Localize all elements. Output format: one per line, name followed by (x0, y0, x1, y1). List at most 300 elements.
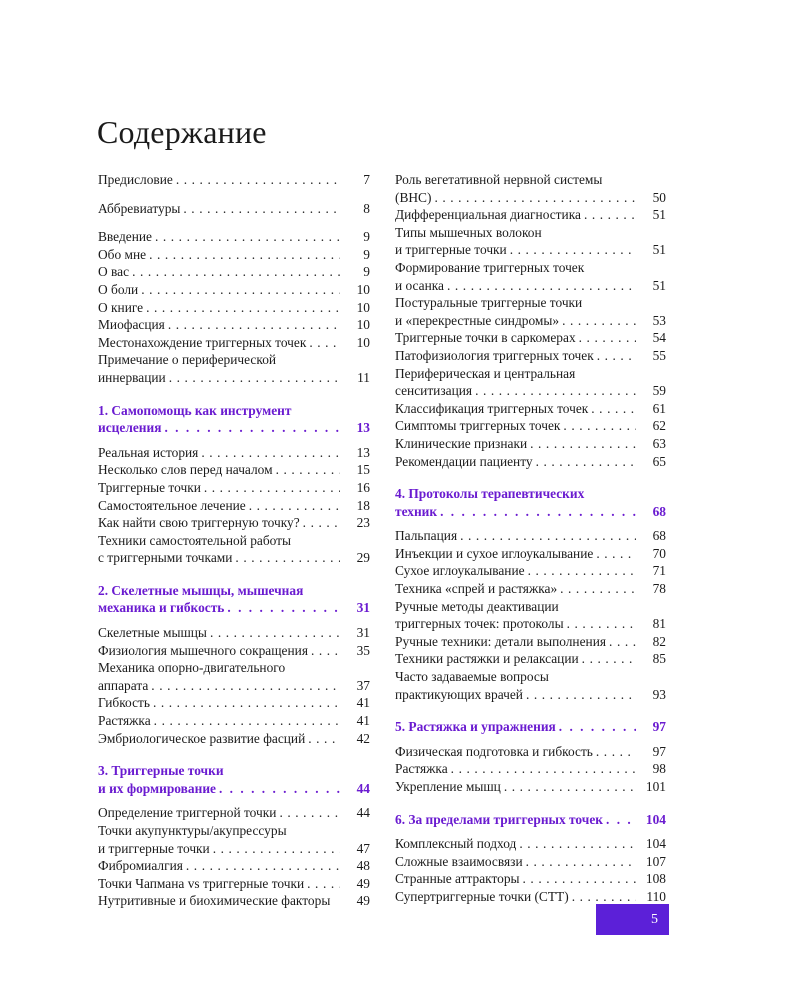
toc-entry-title: 5. Растяжка и упражнения (395, 719, 556, 735)
toc-leader-dots (176, 171, 340, 189)
toc-entry (98, 461, 370, 479)
toc-entry-title: Как найти свою триггерную точку? (98, 515, 300, 531)
toc-entry (98, 822, 370, 857)
toc-page-number: 110 (646, 888, 666, 904)
toc-entry (98, 200, 370, 218)
toc-entry-title: Местонахождение триггерных точек (98, 334, 307, 350)
toc-entry-title: О книге (98, 299, 144, 315)
toc-line (98, 281, 370, 299)
toc-entry (395, 527, 666, 545)
toc-leader-dots (440, 503, 636, 521)
toc-line (98, 497, 370, 515)
toc-entry-title: практикующих врачей (395, 686, 523, 702)
toc-entry (395, 668, 666, 703)
toc-line (98, 419, 370, 437)
toc-entry-title: Дифференциальная диагностика (395, 207, 581, 223)
toc-entry-title: Периферическая и центральная (395, 365, 576, 381)
toc-entry-title: и «перекрестные синдромы» (395, 312, 560, 328)
toc-leader-dots (311, 642, 340, 660)
toc-page-number: 51 (652, 207, 666, 223)
toc-page-number: 9 (363, 246, 370, 262)
toc-entry-title: механика и гибкость (98, 600, 225, 616)
toc-leader-dots (596, 743, 636, 761)
toc-entry-title: Реальная история (98, 444, 199, 460)
toc-entry-title: Укрепление мышц (395, 779, 501, 794)
toc-entry (395, 835, 666, 853)
toc-line (395, 598, 666, 616)
toc-leader-dots (154, 712, 340, 730)
toc-leader-dots (530, 435, 636, 453)
toc-entry-title: Физиология мышечного сокращения (98, 642, 308, 658)
toc-line (98, 804, 370, 822)
toc-page-number: 41 (356, 713, 370, 729)
toc-line (98, 780, 370, 798)
toc-chapter (395, 485, 666, 520)
toc-entry-title: Классификация триггерных точек (395, 400, 589, 416)
toc-leader-dots (303, 514, 340, 532)
toc-leader-dots (567, 615, 636, 633)
toc-line (395, 718, 666, 736)
toc-page-number: 68 (652, 528, 666, 544)
toc-page-number: 7 (363, 172, 370, 187)
toc-entry (395, 853, 666, 871)
toc-page-number: 104 (645, 836, 666, 852)
toc-page-number: 51 (652, 277, 666, 293)
toc-line (98, 582, 370, 600)
toc-entry (395, 778, 666, 796)
toc-entry (98, 514, 370, 532)
toc-entry (98, 228, 370, 246)
toc-entry-title: Супертриггерные точки (СТТ) (395, 888, 569, 904)
toc-line (395, 206, 666, 224)
toc-entry-title: Инъекции и сухое иглоукалывание (395, 545, 594, 561)
toc-line (98, 659, 370, 677)
toc-entry-title: 2. Скелетные мышцы, мышечная (98, 582, 304, 598)
toc-entry (395, 650, 666, 668)
toc-entry-title: Примечание о периферической (98, 352, 277, 368)
toc-leader-dots (559, 718, 636, 736)
toc-page-number: 49 (356, 875, 370, 891)
toc-leader-dots (249, 497, 340, 515)
toc-leader-dots (149, 246, 340, 264)
toc-entry-title: с триггерными точками (98, 550, 233, 566)
toc-page-number: 70 (652, 545, 666, 561)
toc-leader-dots (186, 857, 340, 875)
toc-entry-title: Техники растяжки и релаксации (395, 651, 579, 667)
toc-page-number: 16 (356, 479, 370, 495)
toc-line (98, 599, 370, 617)
toc-entry (98, 246, 370, 264)
toc-entry-title: Эмбриологическое развитие фасций (98, 730, 306, 746)
toc-page-number: 53 (652, 312, 666, 328)
toc-entry-title: Комплексный подход (395, 836, 517, 852)
toc-page-number: 50 (652, 189, 666, 205)
toc-page-number: 10 (356, 281, 370, 297)
toc-line (395, 241, 666, 259)
toc-page-number: 31 (356, 600, 370, 616)
toc-line (98, 712, 370, 730)
page-number-badge: 5 (596, 904, 669, 935)
toc-leader-dots (606, 811, 636, 829)
toc-line (395, 811, 666, 829)
toc-line (98, 730, 370, 748)
toc-entry-title: Физическая подготовка и гибкость (395, 743, 593, 759)
toc-leader-dots (596, 545, 636, 563)
toc-leader-dots (579, 329, 636, 347)
toc-leader-dots (447, 277, 636, 295)
toc-line (395, 485, 666, 503)
toc-leader-dots (132, 263, 340, 281)
toc-leader-dots (151, 677, 340, 695)
toc-entry-title: Нутритивные и биохимические факторы (98, 893, 331, 909)
toc-entry-title: Миофасция (98, 317, 165, 333)
toc-page-number: 59 (652, 383, 666, 399)
toc-line (98, 200, 370, 218)
toc-entry-title: 6. За пределами триггерных точек (395, 811, 603, 827)
toc-entry-title: Предисловие (98, 172, 173, 187)
toc-line (395, 562, 666, 580)
toc-entry (98, 804, 370, 822)
toc-entry (395, 633, 666, 651)
toc-entry-title: Техника «спрей и растяжка» (395, 581, 558, 597)
toc-line (98, 402, 370, 420)
toc-chapter (395, 718, 666, 736)
toc-chapter (98, 402, 370, 437)
toc-entry-title: Пальпация (395, 528, 458, 544)
toc-page-number: 10 (356, 334, 370, 350)
toc-entry-title: Аббревиатуры (98, 200, 181, 216)
toc-entry-title: 1. Самопомощь как инструмент (98, 402, 292, 418)
toc-entry-title: Механика опорно-двигательного (98, 660, 286, 676)
toc-line (395, 870, 666, 888)
toc-page-number: 54 (652, 330, 666, 346)
toc-entry-title: Типы мышечных волокон (395, 224, 542, 240)
toc-entry (395, 453, 666, 471)
toc-entry-title: Клинические признаки (395, 435, 528, 451)
toc-leader-dots (308, 730, 340, 748)
toc-entry (395, 329, 666, 347)
toc-entry (98, 857, 370, 875)
toc-entry (395, 870, 666, 888)
toc-page-number: 63 (652, 435, 666, 451)
toc-entry-title: и осанка (395, 277, 445, 293)
toc-entry-title: Самостоятельное лечение (98, 497, 246, 513)
toc-page-number: 82 (652, 633, 666, 649)
toc-entry-title: техник (395, 503, 438, 519)
toc-line (395, 347, 666, 365)
toc-entry-title: О боли (98, 281, 139, 297)
toc-chapter (395, 811, 666, 829)
toc-entry (98, 479, 370, 497)
toc-line (395, 853, 666, 871)
toc-entry (98, 334, 370, 352)
toc-entry-title: Определение триггерной точки (98, 805, 277, 821)
toc-entry-title: Техники самостоятельной работы (98, 532, 292, 548)
toc-entry-title: (ВНС) (395, 189, 432, 205)
toc-line (98, 677, 370, 695)
toc-page-number: 35 (356, 642, 370, 658)
toc-line (98, 444, 370, 462)
toc-entry (395, 580, 666, 598)
toc-entry-title: Обо мне (98, 246, 147, 262)
toc-line (395, 633, 666, 651)
toc-line (395, 189, 666, 207)
toc-leader-dots (504, 778, 636, 796)
toc-leader-dots (582, 650, 636, 668)
toc-entry-title: Симптомы триггерных точек (395, 418, 561, 434)
toc-leader-dots (597, 347, 636, 365)
toc-leader-dots (183, 200, 340, 218)
toc-entry (98, 497, 370, 515)
toc-leader-dots (141, 281, 340, 299)
toc-line (98, 228, 370, 246)
toc-line (395, 760, 666, 778)
toc-entry (395, 598, 666, 633)
toc-leader-dots (235, 549, 340, 567)
toc-page-number: 11 (357, 369, 370, 385)
toc-entry-title: Триггерные точки в саркомерах (395, 330, 576, 346)
toc-entry-title: О вас (98, 264, 130, 280)
toc-leader-dots (526, 853, 636, 871)
toc-page-number: 93 (652, 686, 666, 702)
toc-line (395, 743, 666, 761)
toc-entry (98, 694, 370, 712)
toc-leader-dots (201, 444, 340, 462)
toc-entry-title: Точки Чапмана vs триггерные точки (98, 875, 305, 891)
toc-leader-dots (510, 241, 636, 259)
toc-line (98, 694, 370, 712)
toc-leader-dots (536, 453, 636, 471)
toc-page-number: 97 (652, 719, 666, 735)
toc-line (98, 762, 370, 780)
toc-line (98, 351, 370, 369)
toc-page-number: 44 (356, 780, 370, 796)
toc-line (395, 888, 666, 906)
toc-entry-title: иннервации (98, 369, 166, 385)
toc-leader-dots (523, 870, 636, 888)
toc-entry-title: Часто задаваемые вопросы (395, 669, 549, 685)
toc-page-number: 31 (356, 625, 370, 641)
toc-page-number: 18 (356, 497, 370, 513)
toc-page-number: 85 (652, 651, 666, 667)
toc-page-number: 71 (652, 563, 666, 579)
toc-line (395, 778, 666, 796)
toc-leader-dots (572, 888, 636, 906)
toc-line (395, 580, 666, 598)
toc-line (98, 299, 370, 317)
toc-line (98, 549, 370, 567)
toc-entry-title: Ручные методы деактивации (395, 598, 559, 614)
toc-leader-dots (309, 334, 340, 352)
toc-page-number: 10 (356, 317, 370, 333)
toc-entry (395, 347, 666, 365)
toc-page-number: 104 (645, 811, 666, 827)
toc-line (98, 514, 370, 532)
toc-page-number: 68 (652, 503, 666, 519)
toc-page-number: 55 (652, 347, 666, 363)
toc-entry-title: Триггерные точки (98, 479, 201, 495)
toc-entry-title: 3. Триггерные точки (98, 763, 224, 779)
toc-entry-title: и их формирование (98, 780, 216, 796)
toc-entry (395, 888, 666, 906)
toc-page-number: 107 (645, 853, 666, 869)
toc-entry (395, 545, 666, 563)
toc-leader-dots (475, 382, 636, 400)
toc-leader-dots (155, 228, 340, 246)
toc-entry (98, 624, 370, 642)
toc-line (395, 835, 666, 853)
toc-entry-title: аппарата (98, 677, 149, 693)
toc-entry (395, 259, 666, 294)
toc-line (98, 857, 370, 875)
toc-entry (395, 206, 666, 224)
toc-entry-title: Несколько слов перед началом (98, 462, 273, 478)
toc-entry-title: сенситизация (395, 383, 473, 399)
toc-entry-title: Ручные техники: детали выполнения (395, 633, 607, 649)
toc-line (395, 650, 666, 668)
toc-leader-dots (164, 419, 340, 437)
toc-line (395, 668, 666, 686)
toc-page-number: 51 (652, 242, 666, 258)
toc-page-number: 8 (363, 200, 370, 216)
toc-line (395, 453, 666, 471)
toc-entry (395, 562, 666, 580)
toc-entry-title: Сложные взаимосвязи (395, 853, 523, 869)
toc-entry-title: Гибкость (98, 695, 150, 711)
toc-entry (395, 743, 666, 761)
toc-entry-title: Роль вегетативной нервной системы (395, 172, 603, 187)
toc-entry (98, 444, 370, 462)
toc-entry-title: Скелетные мышцы (98, 625, 207, 641)
toc-leader-dots (276, 461, 340, 479)
toc-line (98, 263, 370, 281)
toc-page-number: 9 (363, 229, 370, 245)
toc-line (98, 246, 370, 264)
toc-line (395, 365, 666, 383)
toc-line (98, 892, 370, 910)
toc-page-number: 13 (356, 444, 370, 460)
toc-line (98, 822, 370, 840)
toc-page-number: 9 (363, 264, 370, 280)
toc-entry (395, 171, 666, 206)
toc-entry (98, 316, 370, 334)
toc-page-number: 98 (652, 761, 666, 777)
toc-column-right (395, 171, 666, 906)
toc-page-number: 42 (356, 730, 370, 746)
toc-line (395, 259, 666, 277)
toc-leader-dots (227, 599, 340, 617)
toc-line (98, 316, 370, 334)
toc-leader-dots (279, 804, 340, 822)
toc-entry-title: триггерных точек: протоколы (395, 616, 564, 632)
toc-leader-dots (169, 369, 340, 387)
toc-leader-dots (219, 780, 340, 798)
toc-line (98, 532, 370, 550)
toc-entry (395, 760, 666, 778)
toc-entry (98, 299, 370, 317)
toc-leader-dots (434, 189, 636, 207)
toc-entry-title: и триггерные точки (98, 840, 210, 856)
toc-entry-title: Введение (98, 229, 152, 245)
toc-page-number: 65 (652, 453, 666, 469)
toc-entry (98, 730, 370, 748)
toc-chapter (98, 582, 370, 617)
toc-line (98, 334, 370, 352)
toc-page-number: 10 (356, 299, 370, 315)
toc-entry-title: Рекомендации пациенту (395, 453, 533, 469)
toc-leader-dots (591, 400, 636, 418)
toc-line (395, 545, 666, 563)
toc-entry (98, 712, 370, 730)
toc-entry (98, 263, 370, 281)
toc-entry-title: Точки акупунктуры/акупрессуры (98, 823, 287, 838)
toc-entry-title: и триггерные точки (395, 242, 507, 258)
toc-entry-title: Растяжка (98, 713, 151, 729)
toc-entry (98, 892, 370, 910)
toc-line (395, 312, 666, 330)
toc-entry-title: Патофизиология триггерных точек (395, 347, 594, 363)
toc-leader-dots (307, 875, 340, 893)
toc-page-number: 108 (645, 871, 666, 887)
toc-entry (395, 365, 666, 400)
toc-page-number: 37 (356, 677, 370, 693)
toc-page-number: 47 (356, 840, 370, 856)
toc-page-number: 13 (356, 420, 370, 436)
toc-leader-dots (528, 562, 636, 580)
toc-line (98, 461, 370, 479)
toc-line (395, 277, 666, 295)
toc-entry (395, 417, 666, 435)
toc-leader-dots (563, 417, 636, 435)
toc-page-number: 81 (652, 616, 666, 632)
toc-line (98, 840, 370, 858)
toc-leader-dots (451, 760, 636, 778)
toc-entry (98, 659, 370, 694)
toc-leader-dots (153, 694, 340, 712)
toc-leader-dots (146, 299, 340, 317)
toc-entry (395, 224, 666, 259)
toc-line (395, 503, 666, 521)
toc-entry-title: исцеления (98, 420, 162, 436)
toc-line (98, 171, 370, 189)
toc-page-number: 44 (356, 805, 370, 821)
toc-entry (395, 294, 666, 329)
toc-leader-dots (560, 580, 636, 598)
toc-leader-dots (526, 686, 636, 704)
toc-page-number: 78 (652, 581, 666, 597)
toc-entry-title: Сухое иглоукалывание (395, 563, 525, 579)
toc-line (395, 329, 666, 347)
toc-leader-dots (460, 527, 636, 545)
toc-page-number: 23 (356, 515, 370, 531)
toc-leader-dots (519, 835, 636, 853)
toc-entry (395, 400, 666, 418)
toc-page-number: 41 (356, 695, 370, 711)
toc-leader-dots (609, 633, 636, 651)
toc-line (395, 382, 666, 400)
toc-entry-title: Растяжка (395, 761, 448, 777)
toc-leader-dots (213, 840, 340, 858)
toc-leader-dots (562, 312, 636, 330)
toc-line (395, 400, 666, 418)
toc-line (395, 435, 666, 453)
toc-line (395, 171, 666, 189)
toc-leader-dots (584, 206, 636, 224)
toc-entry (98, 171, 370, 189)
toc-leader-dots (204, 479, 340, 497)
toc-line (395, 417, 666, 435)
toc-entry (98, 532, 370, 567)
